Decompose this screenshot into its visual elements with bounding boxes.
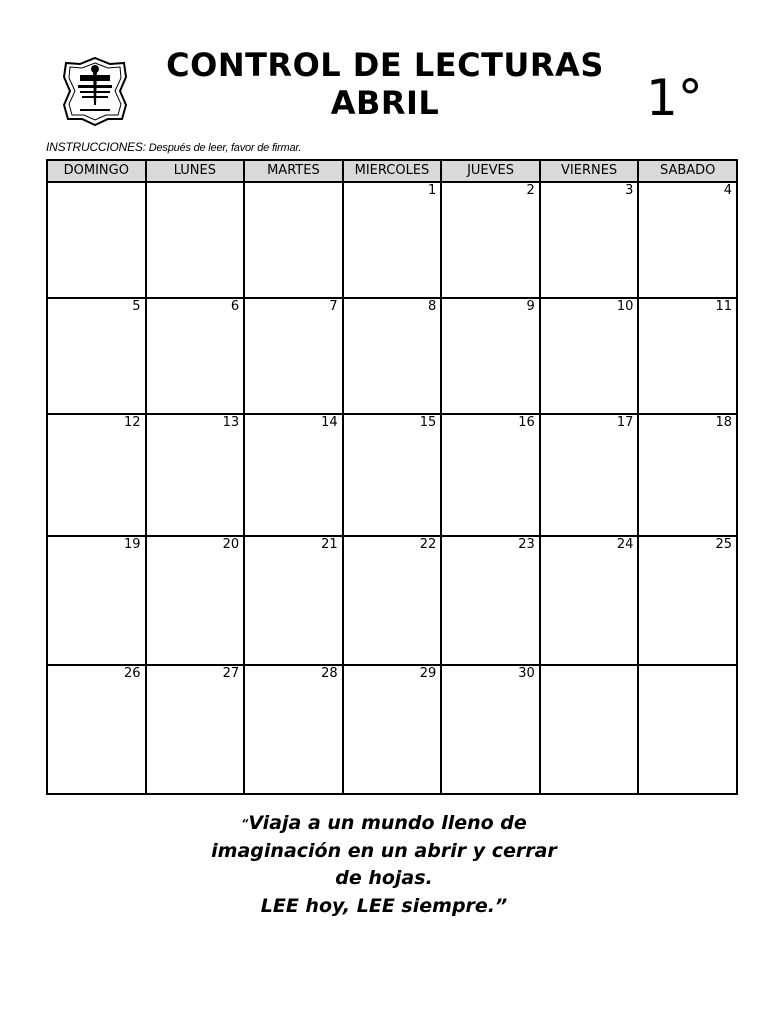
calendar-week-row [47,665,737,794]
day-number: 5 [132,299,141,314]
day-number: 18 [715,415,732,430]
day-cell [146,182,245,298]
instructions-text: Después de leer, favor de firmar. [148,142,302,154]
day-number: 30 [518,666,535,681]
day-cell [244,665,343,794]
day-cell [638,414,737,536]
quote-line-1 [170,810,598,838]
day-number: 2 [526,183,535,198]
quote-text: Viaja a un mundo lleno de [248,812,527,834]
day-number: 16 [518,415,535,430]
day-cell [244,182,343,298]
day-number: 26 [124,666,141,681]
day-cell [343,298,442,414]
day-number: 27 [222,666,240,681]
day-cell [638,182,737,298]
day-number: 15 [419,415,437,430]
day-cell [47,414,146,536]
day-number: 17 [616,415,634,430]
day-cell [441,665,540,794]
title-line-1: CONTROL DE LECTURAS [166,46,604,84]
day-number: 1 [427,183,437,198]
day-number: 8 [427,299,437,314]
day-cell [540,182,639,298]
day-cell [244,298,343,414]
calendar-week-row [47,298,737,414]
weekday-header: DOMINGO [47,160,146,182]
weekday-header-row [47,160,737,182]
day-cell [540,414,639,536]
reading-calendar [46,159,738,795]
day-number: 7 [329,299,338,314]
day-number: 22 [419,537,437,552]
reading-quote [170,810,598,920]
day-number: 28 [321,666,338,681]
calendar-week-row [47,536,737,665]
page-title [140,46,630,122]
instructions-label: INSTRUCCIONES: [46,140,146,154]
day-cell [244,536,343,665]
day-number: 23 [518,537,535,552]
day-cell [540,536,639,665]
school-crest-logo [60,55,130,127]
day-number: 9 [526,299,535,314]
day-number: 4 [723,183,732,198]
day-cell [146,665,245,794]
day-cell [540,665,639,794]
day-cell [638,665,737,794]
day-cell [47,298,146,414]
weekday-header: MIERCOLES [343,160,442,182]
day-cell [47,665,146,794]
day-cell [441,536,540,665]
day-number: 25 [715,537,732,552]
quote-line-3: de hojas. [335,867,433,889]
day-cell [146,298,245,414]
day-number: 29 [419,666,437,681]
day-cell [638,536,737,665]
day-cell [146,536,245,665]
weekday-header: SABADO [638,160,737,182]
day-number: 3 [625,183,634,198]
weekday-header: JUEVES [441,160,540,182]
day-cell [540,298,639,414]
day-cell [47,182,146,298]
weekday-header: VIERNES [540,160,639,182]
day-cell [343,536,442,665]
quote-line-4: LEE hoy, LEE siempre.” [260,894,508,917]
title-line-2: ABRIL [330,84,440,122]
day-cell [441,414,540,536]
grade-label: 1° [646,69,703,127]
instructions [46,140,301,154]
day-number: 10 [616,299,634,314]
day-number: 13 [222,415,240,430]
day-cell [441,298,540,414]
day-number: 12 [124,415,141,430]
day-cell [343,182,442,298]
day-cell [47,536,146,665]
day-cell [343,665,442,794]
day-number: 19 [124,537,141,552]
weekday-header: LUNES [146,160,245,182]
calendar-week-row [47,414,737,536]
day-number: 21 [321,537,338,552]
day-number: 11 [715,299,732,314]
day-cell [638,298,737,414]
day-cell [146,414,245,536]
quote-open-mark: “ [241,817,249,830]
day-number: 14 [321,415,338,430]
day-cell [343,414,442,536]
quote-line-2: imaginación en un abrir y cerrar [211,839,557,862]
day-cell [244,414,343,536]
day-number: 20 [222,537,240,552]
day-cell [441,182,540,298]
calendar-week-row [47,182,737,298]
day-number: 24 [616,537,634,552]
day-number: 6 [230,299,240,314]
weekday-header: MARTES [244,160,343,182]
